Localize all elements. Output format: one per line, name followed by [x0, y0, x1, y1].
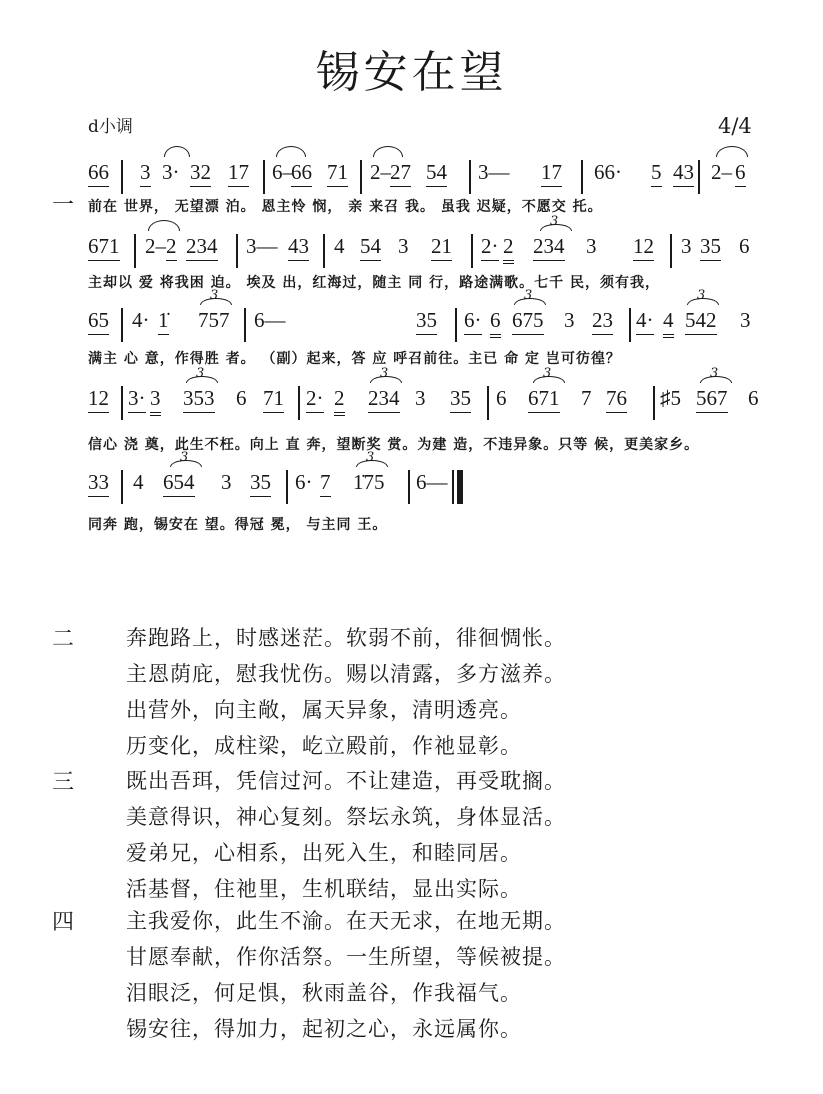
note-group: ♯5 [660, 386, 681, 410]
barline [323, 234, 325, 268]
triplet-bracket [170, 460, 202, 467]
barline [455, 308, 457, 342]
verse-2-line-4: 历变化，成柱梁，屹立殿前，作祂显彰。 [126, 734, 522, 758]
verse-2-line-1: 奔跑路上，时感迷茫。软弱不前，徘徊惆怅。 [126, 626, 566, 650]
verse-2-line-2: 主恩荫庇，慰我忧伤。赐以清露，多方滋养。 [126, 662, 566, 686]
verse-3-line-1: 既出吾珥，凭信过河。不让建造，再受耽搁。 [126, 769, 566, 793]
note-group: 3–– [246, 234, 278, 258]
note-group: 6– [272, 160, 293, 184]
barline [244, 308, 246, 342]
note-group: 3 [221, 470, 232, 494]
triplet-mark: 3 [210, 288, 219, 303]
tie-slur [276, 146, 306, 157]
note-group: 54 [426, 158, 447, 187]
triplet-bracket [533, 376, 565, 383]
triplet-bracket [200, 298, 232, 305]
note-group: 234 [533, 232, 565, 261]
lyric-line-1: 前在 世界， 无望漂 泊。 恩主怜 悯， 亲 来召 我。 虽我 迟疑，不愿交 托。 [88, 199, 603, 215]
note-group: 234 [186, 232, 218, 261]
note-group: 671 [528, 384, 560, 413]
note-group: 7 [320, 468, 331, 497]
lyric-line-5: 同奔 跑，锡安在 望。得冠 冕， 与主同 王。 [88, 517, 388, 533]
note-group: 71 [263, 384, 284, 413]
verse-2-line-3: 出营外，向主敞，属天异象，清明透亮。 [126, 698, 522, 722]
barline [487, 386, 489, 420]
note-group: 3· [162, 160, 180, 184]
note-group: 1̇ [158, 306, 169, 335]
verse-4-line-1: 主我爱你，此生不渝。在天无求，在地无期。 [126, 909, 566, 933]
note-group: 35 [416, 306, 437, 335]
barline [408, 470, 410, 504]
note-group: 3 [681, 234, 692, 258]
note-group: 3· [128, 384, 146, 413]
triplet-mark: 3 [380, 366, 389, 381]
note-group: 4· [132, 308, 150, 332]
key-signature: d小调 [88, 117, 133, 137]
barline [121, 160, 123, 194]
tie-slur [164, 146, 190, 157]
barline [134, 234, 136, 268]
lyric-line-3: 满主 心 意，作得胜 者。 （副）起来，答 应 呼召前往。主已 命 定 岂可彷徨？ [88, 351, 621, 367]
note-group: 3 [740, 308, 751, 332]
verse-1-label: 一 [52, 193, 75, 218]
note-group: 6· [464, 306, 482, 335]
note-group: 66 [88, 158, 109, 187]
note-group: 654 [163, 468, 195, 497]
note-group: 66· [594, 160, 622, 184]
note-group: 4· [636, 306, 654, 335]
triplet-mark: 3 [524, 288, 533, 303]
tie-slur [716, 146, 748, 157]
note-group: 65 [88, 306, 109, 335]
note-group: 1̇75 [353, 470, 385, 494]
note-group: 2· [481, 232, 499, 261]
note-group: 353 [183, 384, 215, 413]
triplet-bracket [514, 298, 546, 305]
note-group: 43 [673, 158, 694, 187]
triplet-mark: 3 [196, 366, 205, 381]
triplet-mark: 3 [366, 450, 375, 465]
tie-slur [148, 220, 180, 231]
note-group: 3–– [478, 160, 510, 184]
barline [236, 234, 238, 268]
triplet-bracket [687, 298, 719, 305]
barline [698, 160, 700, 194]
barline [581, 160, 583, 194]
barline [469, 160, 471, 194]
note-group: 6 [236, 386, 247, 410]
note-group: 71 [327, 158, 348, 187]
note-group: 5 [651, 158, 662, 187]
note-group: 567 [696, 384, 728, 413]
triplet-mark: 3 [550, 214, 559, 229]
verse-3-line-2: 美意得识，神心复刻。祭坛永筑，身体显活。 [126, 805, 566, 829]
verse-4-label: 四 [52, 910, 75, 935]
note-group: 2· [306, 384, 324, 413]
note-group: 757 [198, 308, 230, 332]
note-group: 76 [606, 384, 627, 413]
note-group: 33 [88, 468, 109, 497]
triplet-mark: 3 [710, 366, 719, 381]
barline [286, 470, 288, 504]
note-group: 12 [633, 232, 654, 261]
note-group: 35 [250, 468, 271, 497]
barline [263, 160, 265, 194]
note-group: 54 [360, 232, 381, 261]
barline [121, 470, 123, 504]
note-group: 17 [228, 158, 249, 187]
tie-slur [373, 146, 403, 157]
note-group: 6–– [416, 470, 448, 494]
final-barline-thick [457, 470, 463, 504]
note-group: 17 [541, 158, 562, 187]
note-group: 27 [390, 158, 411, 187]
note-group: 35 [700, 232, 721, 261]
lyric-line-4: 信心 浇 奠，此生不枉。向上 直 奔，望断奖 赏。为建 造，不违异象。只等 候，更美家乡。 [88, 437, 700, 453]
note-group: 4 [663, 306, 674, 338]
note-group: 35 [450, 384, 471, 413]
verse-4-line-2: 甘愿奉献，作你活祭。一生所望，等候被提。 [126, 945, 566, 969]
verse-3-line-3: 爱弟兄，心相系，出死入生，和睦同居。 [126, 841, 522, 865]
barline [121, 308, 123, 342]
note-group: 6 [735, 158, 746, 187]
triplet-bracket [700, 376, 732, 383]
note-group: 3 [415, 386, 426, 410]
note-group: 12 [88, 384, 109, 413]
note-group: 6 [490, 306, 501, 338]
barline [653, 386, 655, 420]
barline [360, 160, 362, 194]
note-group: 2– [145, 234, 166, 258]
barline [121, 386, 123, 420]
triplet-bracket [356, 460, 388, 467]
note-group: 6 [748, 386, 759, 410]
note-group: 4 [334, 234, 345, 258]
barline [471, 234, 473, 268]
triplet-mark: 3 [543, 366, 552, 381]
note-group: 4 [133, 470, 144, 494]
note-group: 6–– [254, 308, 286, 332]
note-group: 3 [150, 384, 161, 416]
barline [670, 234, 672, 268]
note-group: 2 [334, 384, 345, 416]
time-signature: 4/4 [718, 114, 752, 138]
note-group: 7 [581, 386, 592, 410]
note-group: 2 [166, 232, 177, 261]
verse-2-label: 二 [52, 627, 75, 652]
note-group: 6 [739, 234, 750, 258]
note-group: 66 [291, 158, 312, 187]
triplet-mark: 3 [697, 288, 706, 303]
triplet-mark: 3 [180, 450, 189, 465]
triplet-bracket [370, 376, 402, 383]
note-group: 671 [88, 232, 120, 261]
triplet-bracket [540, 224, 572, 231]
note-group: 234 [368, 384, 400, 413]
note-group: 3 [564, 308, 575, 332]
note-group: 32 [190, 158, 211, 187]
note-group: 3 [140, 158, 151, 187]
note-group: 6· [295, 470, 313, 494]
lyric-line-2: 主却以 爱 将我困 迫。 埃及 出，红海过，随主 同 行，路途满歌。七千 民，须有我， [88, 275, 660, 291]
note-group: 23 [592, 306, 613, 335]
note-group: 542 [685, 306, 717, 335]
note-group: 21 [431, 232, 452, 261]
barline [298, 386, 300, 420]
note-group: 2– [370, 160, 391, 184]
triplet-bracket [186, 376, 218, 383]
note-group: 3 [398, 234, 409, 258]
note-group: 2– [711, 160, 732, 184]
verse-3-line-4: 活基督，住祂里，生机联结，显出实际。 [126, 877, 522, 901]
song-title: 锡安在望 [315, 47, 508, 98]
note-group: 675 [512, 306, 544, 335]
verse-4-line-3: 泪眼泛，何足惧，秋雨盖谷，作我福气。 [126, 981, 522, 1005]
note-group: 2 [503, 232, 514, 264]
verse-4-line-4: 锡安往，得加力，起初之心，永远属你。 [126, 1017, 522, 1041]
verse-3-label: 三 [52, 770, 75, 795]
note-group: 43 [288, 232, 309, 261]
barline [629, 308, 631, 342]
final-barline-thin [452, 470, 454, 504]
note-group: 3 [586, 234, 597, 258]
note-group: 6 [496, 386, 507, 410]
